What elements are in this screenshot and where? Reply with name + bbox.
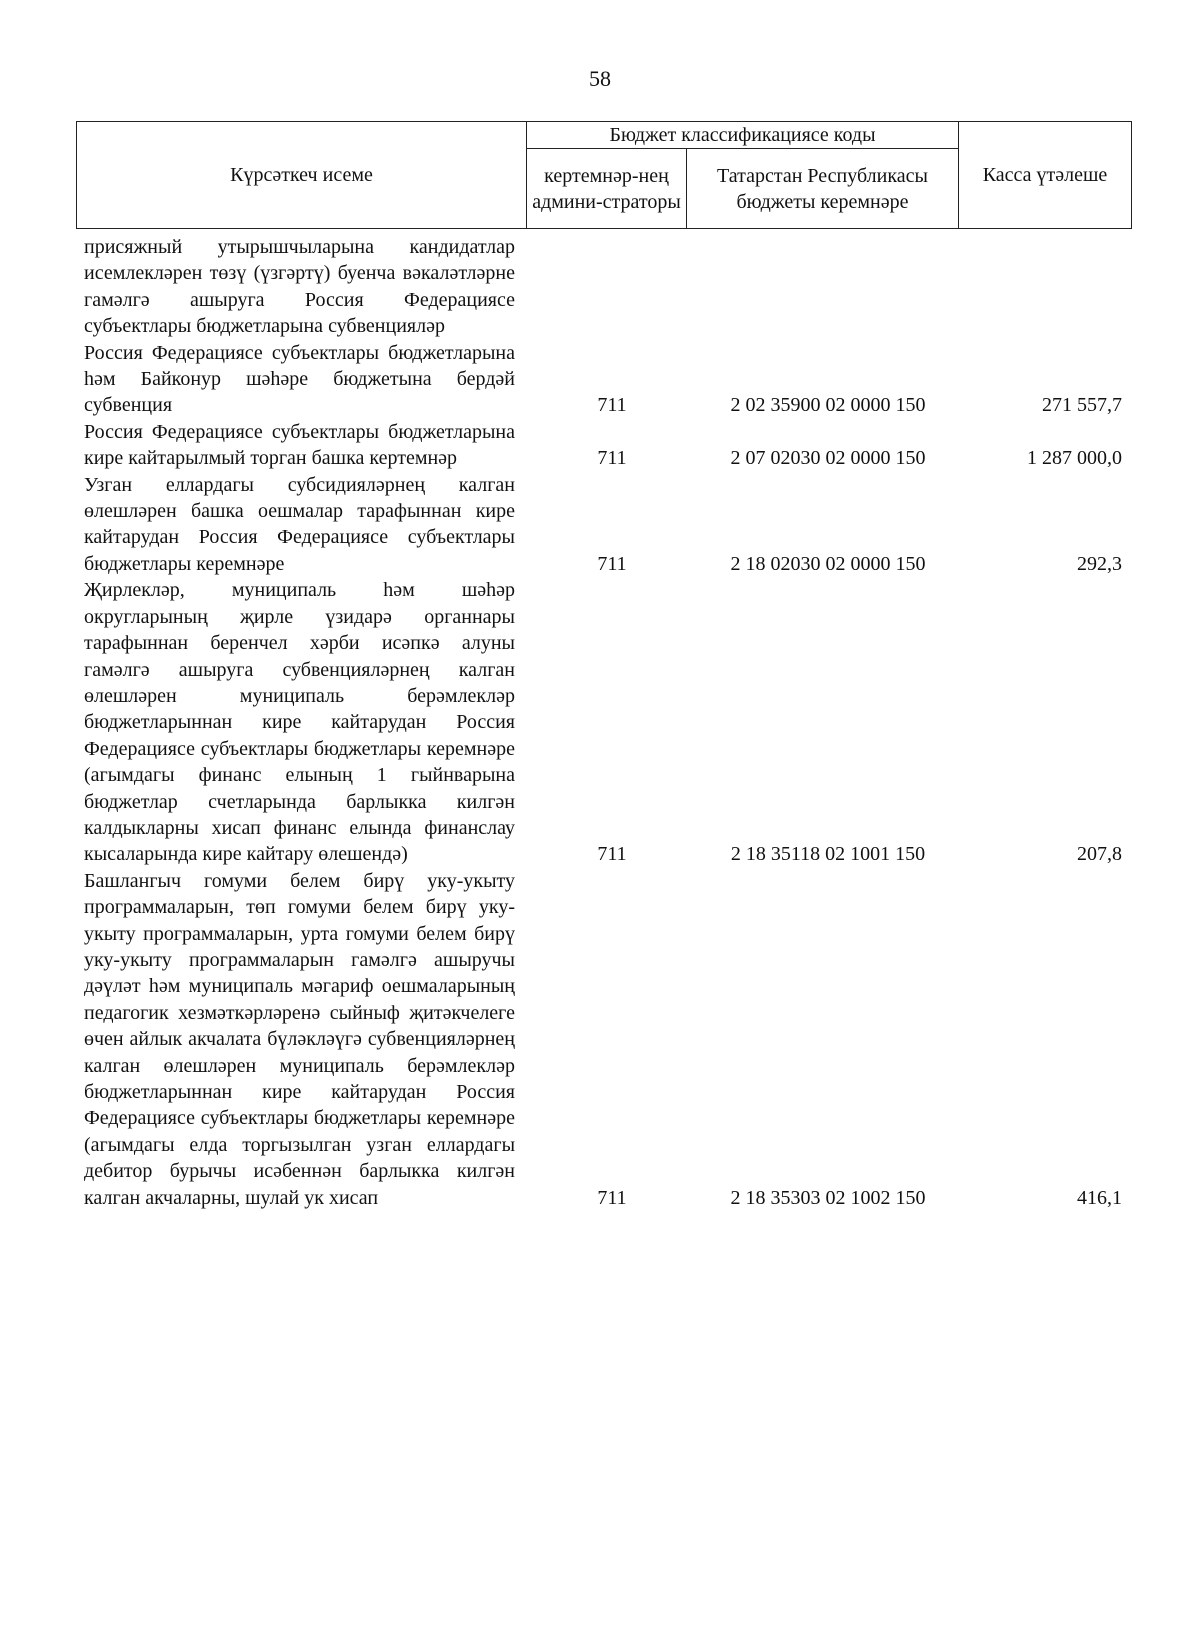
- table-row: [0, 234, 1200, 340]
- row-revenue-code: 2 18 35303 02 1002 150: [730, 1186, 926, 1209]
- header-administrators: кертемнәр-нең админи-страторы: [527, 149, 687, 229]
- row-amount: 416,1: [1077, 1186, 1122, 1209]
- row-amount: 292,3: [1077, 552, 1122, 575]
- row-amount: 271 557,7: [1042, 394, 1122, 417]
- row-indicator-name: Башлангыч гомуми белем бирү уку-укыту программаларын, төп гомуми белем бирү уку-укыту программаларын, урта гомуми белем бирү уку-укыту программаларын гамәлгә ашыручы дәүләт һәм муниципаль мәгариф оешмаларының педагогик хезмәткәрләренә сыйныф җитәкчелеге өчен айлык акчалата бүләкләүгә субвенцияләрнең калган өлешләрен муниципаль берәмлекләр бюджетларыннан кире кайтарудан Россия Федерациясе субъектлары бюджетлары керемнәре (агымдагы елда торгызылган узган еллардагы дебитор бурычы исәбеннән барлыкка килгән калган акчаларны, шулай ук хисап: [84, 869, 515, 1209]
- row-admin-code: 711: [597, 843, 627, 866]
- table-header: [76, 121, 1132, 229]
- row-revenue-code: 2 07 02030 02 0000 150: [730, 447, 926, 470]
- row-amount: 207,8: [1077, 843, 1122, 866]
- header-cash-execution: Касса үтәлеше: [959, 122, 1132, 229]
- row-indicator-name: Узган еллардагы субсидияләрнең калган өлешләрен башка оешмалар тарафыннан кире кайтарудан Россия Федерациясе субъектлары бюджетлары керемнәре: [84, 473, 515, 575]
- row-admin-code: 711: [597, 552, 627, 575]
- table-row: [0, 577, 1200, 867]
- table-row: [0, 868, 1200, 1211]
- row-indicator-name: Россия Федерациясе субъектлары бюджетларына һәм Байконур шәһәре бюджетына бердәй субвенция: [84, 341, 515, 417]
- table-body: [0, 234, 1200, 1211]
- row-revenue-code: 2 18 35118 02 1001 150: [730, 843, 926, 866]
- table-row: [0, 340, 1200, 419]
- header-budget-codes: Бюджет классификациясе коды: [527, 122, 959, 149]
- row-admin-code: 711: [597, 447, 627, 470]
- row-revenue-code: 2 02 35900 02 0000 150: [730, 394, 926, 417]
- row-amount: 1 287 000,0: [1027, 447, 1122, 470]
- header-republic-budget-revenues: Татарстан Республикасы бюджеты керемнәре: [687, 149, 959, 229]
- row-admin-code: 711: [597, 394, 627, 417]
- row-indicator-name: Россия Федерациясе субъектлары бюджетларына кире кайтарылмый торган башка кертемнәр: [84, 420, 515, 470]
- table-row: [0, 419, 1200, 472]
- row-indicator-name: Җирлекләр, муниципаль һәм шәһәр округларының җирле үзидарә органнары тарафыннан беренчел хәрби исәпкә алуны гамәлгә ашыруга субвенцияләрнең калган өлешләрен муниципаль берәмлекләр бюджетларыннан кире кайтарудан Россия Федерациясе субъектлары бюджетлары керемнәре (агымдагы финанс елының 1 гыйнварына бюджетлар счетларында барлыкка килгән калдыкларны хисап финанс елында финанслау кысаларында кире кайтару өлешендә): [84, 579, 515, 866]
- row-admin-code: 711: [597, 1186, 627, 1209]
- row-indicator-name: присяжный утырышчыларына кандидатлар исемлекләрен төзү (үзгәртү) буенча вәкаләтләрне гамәлгә ашыруга Россия Федерациясе субъектлары бюджетларына субвенцияләр: [84, 236, 515, 338]
- row-revenue-code: 2 18 02030 02 0000 150: [730, 552, 926, 575]
- page-number: 58: [589, 66, 611, 91]
- table-row: [0, 472, 1200, 578]
- header-indicator-name: Күрсәткеч исеме: [77, 122, 527, 229]
